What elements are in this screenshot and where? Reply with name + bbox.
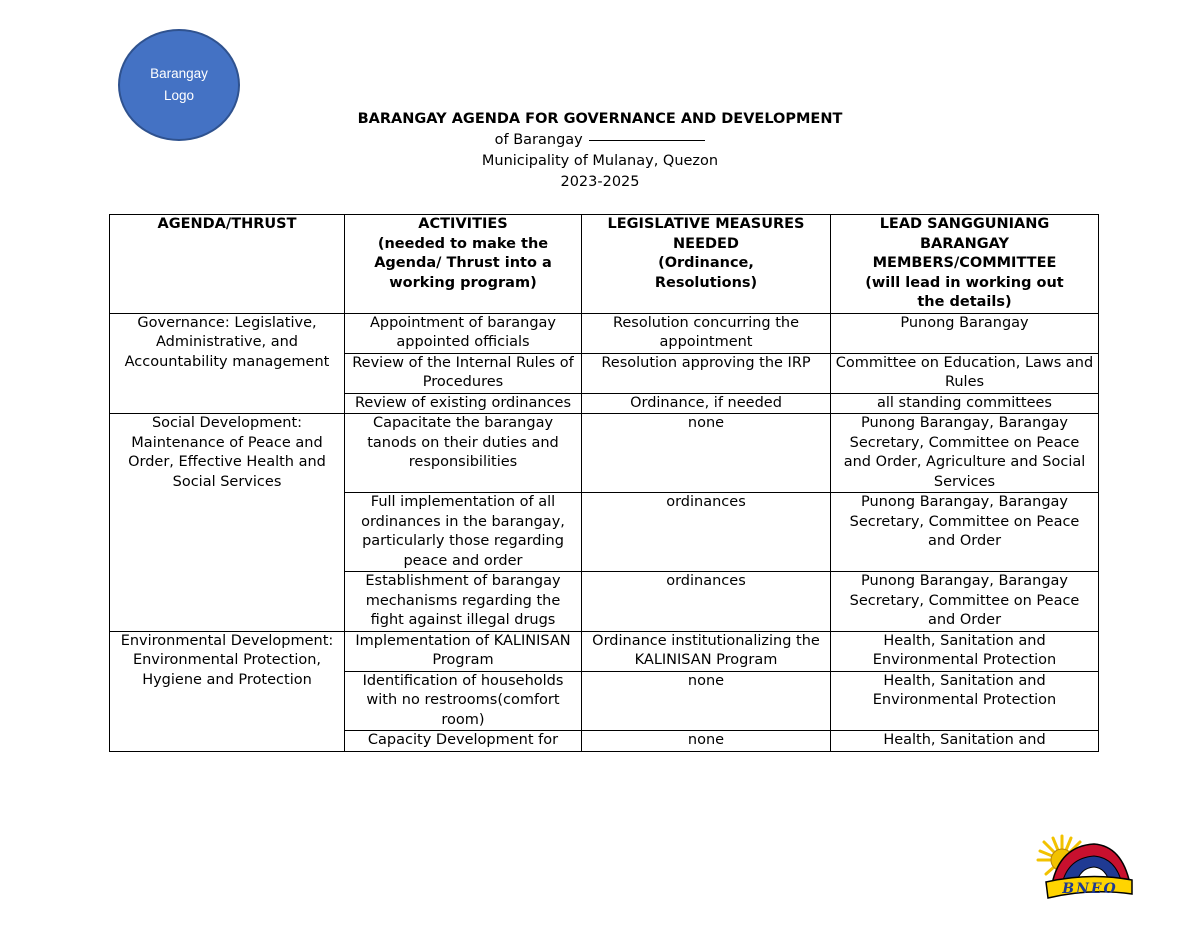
lead-cell: Health, Sanitation and	[831, 731, 1099, 752]
agenda-table	[109, 214, 1099, 752]
lead-cell: Punong Barangay, Barangay Secretary, Committee on Peace and Order	[831, 572, 1099, 632]
activity-cell: Capacity Development for	[345, 731, 582, 752]
header-activities: ACTIVITIES (needed to make the Agenda/ Thrust into a working program)	[345, 215, 582, 314]
activity-cell: Implementation of KALINISAN Program	[345, 631, 582, 671]
table-row	[110, 313, 1099, 353]
barangay-logo-placeholder	[118, 29, 240, 141]
activity-cell: Establishment of barangay mechanisms regarding the fight against illegal drugs	[345, 572, 582, 632]
agenda-cell-social: Social Development: Maintenance of Peace and Order, Effective Health and Social Services	[110, 414, 345, 632]
legislative-cell: Ordinance institutionalizing the KALINISAN Program	[582, 631, 831, 671]
activity-cell: Review of the Internal Rules of Procedures	[345, 353, 582, 393]
activity-cell: Capacitate the barangay tanods on their duties and responsibilities	[345, 414, 582, 493]
barangay-name-blank	[589, 140, 705, 141]
activity-cell: Identification of households with no restrooms(comfort room)	[345, 671, 582, 731]
bneo-band	[1046, 876, 1132, 898]
legislative-cell: none	[582, 731, 831, 752]
municipality-line: Municipality of Mulanay, Quezon	[481, 153, 719, 169]
barangay-prefix: of Barangay	[494, 132, 583, 148]
legislative-cell: ordinances	[582, 493, 831, 572]
header-agenda-thrust: AGENDA/THRUST	[110, 215, 345, 314]
table-row	[110, 414, 1099, 493]
lead-cell: all standing committees	[831, 393, 1099, 414]
agenda-cell-governance: Governance: Legislative, Administrative, and Accountability management	[110, 313, 345, 414]
lead-cell: Punong Barangay, Barangay Secretary, Committee on Peace and Order	[831, 493, 1099, 572]
legislative-cell: none	[582, 414, 831, 493]
header-legislative-measures: LEGISLATIVE MEASURES NEEDED (Ordinance, Resolutions)	[582, 215, 831, 314]
activity-cell: Full implementation of all ordinances in the barangay, particularly those regarding peace and order	[345, 493, 582, 572]
legislative-cell: Resolution concurring the appointment	[582, 313, 831, 353]
bneo-logo	[1032, 832, 1136, 902]
lead-cell: Punong Barangay	[831, 313, 1099, 353]
table-row	[110, 631, 1099, 671]
document-title: BARANGAY AGENDA FOR GOVERNANCE AND DEVELOPMENT	[357, 111, 843, 127]
years-line: 2023-2025	[560, 174, 640, 190]
lead-cell: Committee on Education, Laws and Rules	[831, 353, 1099, 393]
legislative-cell: Resolution approving the IRP	[582, 353, 831, 393]
lead-cell: Health, Sanitation and Environmental Protection	[831, 631, 1099, 671]
logo-placeholder-line2: Logo	[163, 88, 195, 103]
legislative-cell: none	[582, 671, 831, 731]
document-header	[300, 109, 900, 193]
bneo-logo-text: BNEO	[1062, 881, 1118, 897]
agenda-cell-environmental: Environmental Development: Environmental Protection, Hygiene and Protection	[110, 631, 345, 751]
activity-cell: Appointment of barangay appointed officials	[345, 313, 582, 353]
lead-cell: Punong Barangay, Barangay Secretary, Committee on Peace and Order, Agriculture and Social Services	[831, 414, 1099, 493]
activity-cell: Review of existing ordinances	[345, 393, 582, 414]
barangay-name-line	[300, 130, 900, 151]
header-lead-members: LEAD SANGGUNIANG BARANGAY MEMBERS/COMMITTEE (will lead in working out the details)	[831, 215, 1099, 314]
legislative-cell: ordinances	[582, 572, 831, 632]
lead-cell: Health, Sanitation and Environmental Protection	[831, 671, 1099, 731]
logo-placeholder-line1: Barangay	[150, 66, 208, 81]
legislative-cell: Ordinance, if needed	[582, 393, 831, 414]
table-header-row	[110, 215, 1099, 314]
